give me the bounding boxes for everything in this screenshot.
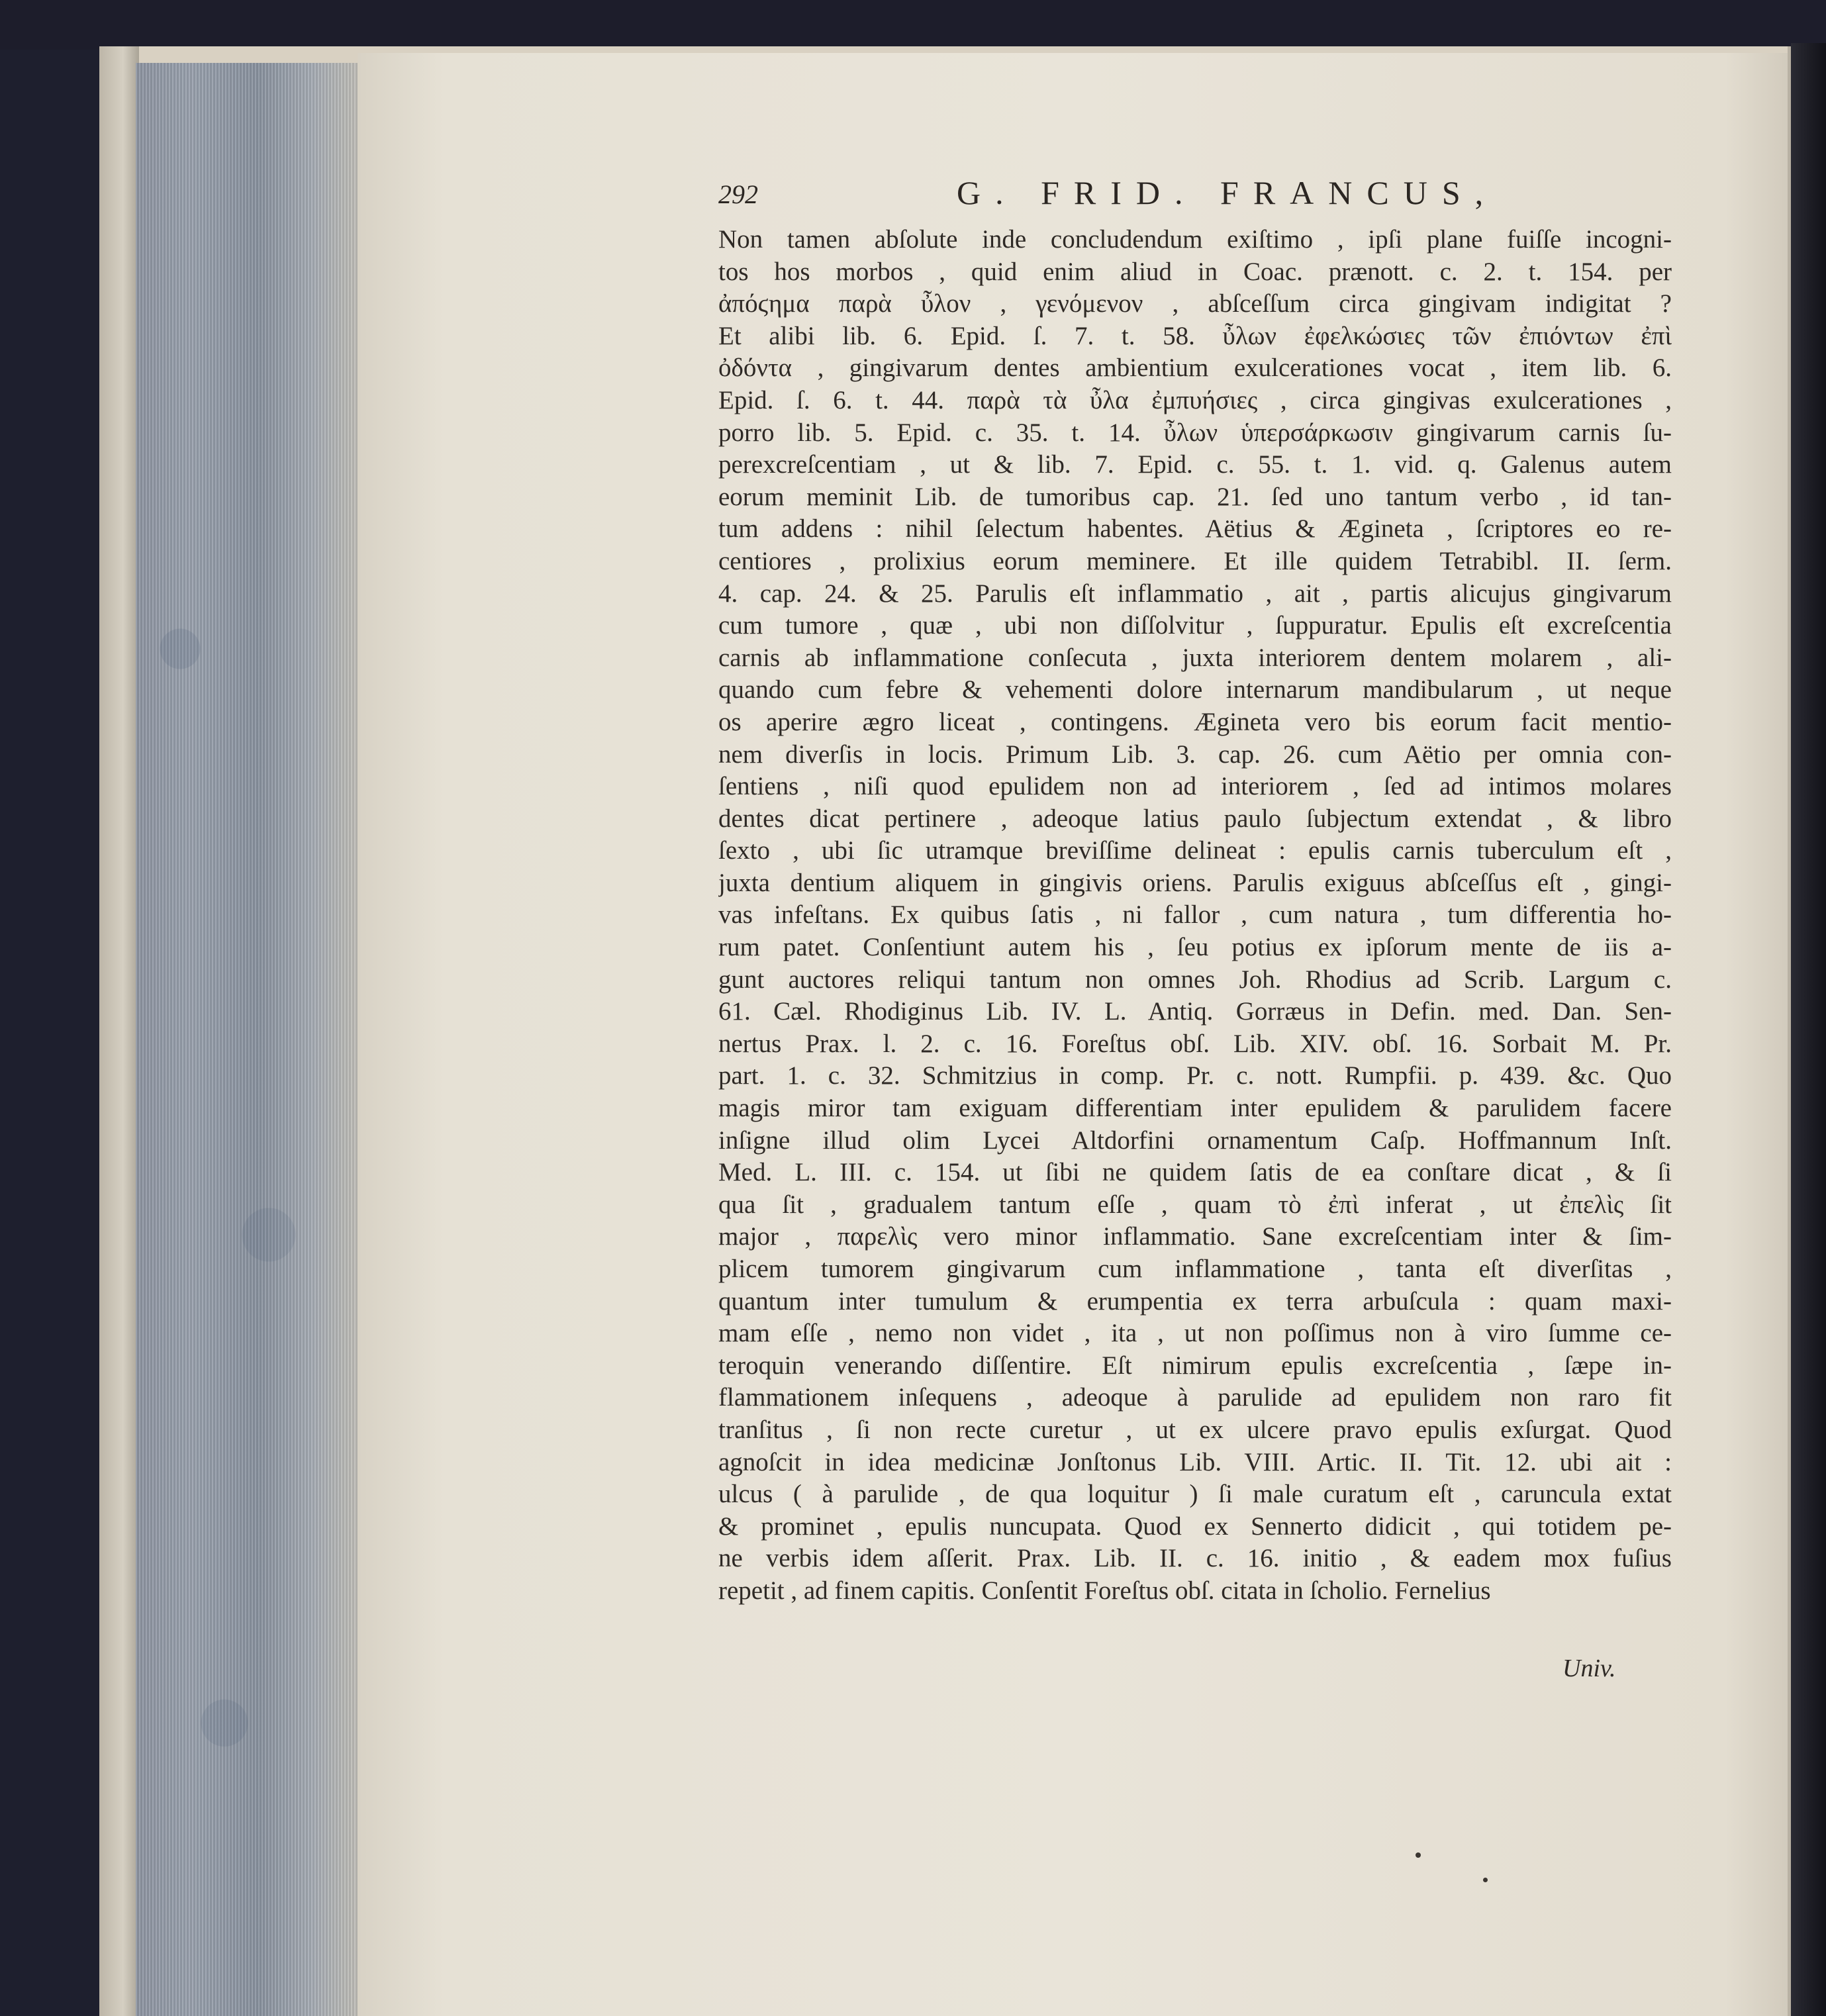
text-line: os aperire ægro liceat , contingens. Ægineta vero bis eorum facit mentio- bbox=[718, 707, 1672, 736]
text-line: qua ſit , gradualem tantum eſſe , quam τὸ ἐπὶ inferat , ut ἐπελὶς ſit bbox=[718, 1190, 1672, 1219]
text-line: cum tumore , quæ , ubi non diſſolvitur , ſuppuratur. Epulis eſt excreſcentia bbox=[718, 611, 1672, 640]
text-line: ulcus ( à parulide , de qua loquitur ) ſi male curatum eſt , caruncula extat bbox=[718, 1480, 1672, 1509]
text-line: 4. cap. 24. & 25. Parulis eſt inflammatio , ait , partis alicujus gingivarum bbox=[718, 579, 1672, 608]
text-line: repetit , ad finem capitis. Conſentit Foreſtus obſ. citata in ſcholio. Fernelius bbox=[718, 1576, 1491, 1605]
text-line: dentes dicat pertinere , adeoque latius paulo ſubjectum extendat , & libro bbox=[718, 804, 1672, 833]
text-line: ne verbis idem aſſerit. Prax. Lib. II. c. 16. initio , & eadem mox fuſius bbox=[718, 1544, 1672, 1573]
page-edges bbox=[136, 63, 358, 2016]
text-line: gunt auctores reliqui tantum non omnes Joh. Rhodius ad Scrib. Largum c. bbox=[718, 965, 1672, 994]
ink-spot bbox=[1416, 1852, 1421, 1858]
running-head-title: G. FRID. FRANCUS, bbox=[957, 174, 1498, 211]
ink-spot bbox=[1483, 1878, 1488, 1882]
text-line: vas infeſtans. Ex quibus ſatis , ni fallor , cum natura , tum differentia ho- bbox=[718, 900, 1672, 930]
text-line: ſentiens , niſi quod epulidem non ad interiorem , ſed ad intimos molares bbox=[718, 772, 1672, 801]
gutter-shadow bbox=[1791, 43, 1826, 2016]
text-line: eorum meminit Lib. de tumoribus cap. 21. ſed uno tantum verbo , id tan- bbox=[718, 482, 1672, 511]
text-line: nem diverſis in locis. Primum Lib. 3. cap. 26. cum Aëtio per omnia con- bbox=[718, 740, 1672, 769]
binding-strip bbox=[99, 46, 139, 2016]
text-line: tos hos morbos , quid enim aliud in Coac. prænott. c. 2. t. 154. per bbox=[718, 257, 1672, 286]
text-line: flammationem inſequens , adeoque à parulide ad epulidem non raro fit bbox=[718, 1383, 1672, 1412]
text-line: Non tamen abſolute inde concludendum exiſtimo , ipſi plane fuiſſe incogni- bbox=[718, 225, 1672, 254]
text-line: perexcreſcentiam , ut & lib. 7. Epid. c. 55. t. 1. vid. q. Galenus autem bbox=[718, 450, 1672, 479]
text-line: tranſitus , ſi non recte curetur , ut ex ulcere pravo epulis exſurgat. Quod bbox=[718, 1415, 1672, 1444]
text-line: 61. Cæl. Rhodiginus Lib. IV. L. Antiq. Gorræus in Defin. med. Dan. Sen- bbox=[718, 997, 1672, 1026]
text-line: ſexto , ubi ſic utramque breviſſime delineat : epulis carnis tuberculum eſt , bbox=[718, 836, 1672, 865]
text-line: ὀδόντα , gingivarum dentes ambientium exulcerationes vocat , item lib. 6. bbox=[718, 354, 1672, 383]
text-line: centiores , prolixius eorum meminere. Et ille quidem Tetrabibl. II. ſerm. bbox=[718, 546, 1672, 575]
text-line: juxta dentium aliquem in gingivis oriens. Parulis exiguus abſceſſus eſt , gingi- bbox=[718, 868, 1672, 897]
text-line: quantum inter tumulum & erumpentia ex terra arbuſcula : quam maxi- bbox=[718, 1286, 1672, 1316]
body-text bbox=[718, 224, 1672, 1608]
text-line: major , παρελὶς vero minor inflammatio. Sane excreſcentiam inter & ſim- bbox=[718, 1222, 1672, 1251]
backdrop bbox=[0, 0, 1826, 50]
text-line: Et alibi lib. 6. Epid. ſ. 7. t. 58. ὖλων ἐφελκώσιες τῶν ἐπιόντων ἐπὶ bbox=[718, 321, 1672, 350]
text-line: & prominet , epulis nuncupata. Quod ex Sennerto didicit , qui totidem pe- bbox=[718, 1512, 1672, 1541]
text-line: agnoſcit in idea medicinæ Jonſtonus Lib. VIII. Artic. II. Tit. 12. ubi ait : bbox=[718, 1447, 1672, 1476]
text-line: ἀπόϛημα παρὰ ὖλον , γενόμενον , abſceſſum circa gingivam indigitat ? bbox=[718, 289, 1672, 318]
running-head bbox=[718, 173, 1711, 220]
text-line: plicem tumorem gingivarum cum inflammatione , tanta eſt diverſitas , bbox=[718, 1255, 1672, 1283]
text-line: carnis ab inflammatione conſecuta , juxta interiorem dentem molarem , ali- bbox=[718, 643, 1672, 672]
text-line: porro lib. 5. Epid. c. 35. t. 14. ὖλων ὑπερσάρκωσιν gingivarum carnis ſu- bbox=[718, 418, 1672, 447]
text-line: tum addens : nihil ſelectum habentes. Aëtius & Ægineta , ſcriptores eo re- bbox=[718, 514, 1672, 544]
text-line: Med. L. III. c. 154. ut ſibi ne quidem ſatis de ea conſtare dicat , & ſi bbox=[718, 1158, 1672, 1187]
text-line: magis miror tam exiguam differentiam inter epulidem & parulidem facere bbox=[718, 1094, 1672, 1123]
page-number: 292 bbox=[718, 179, 758, 209]
text-line: nertus Prax. l. 2. c. 16. Foreſtus obſ. Lib. XIV. obſ. 16. Sorbait M. Pr. bbox=[718, 1029, 1672, 1058]
text-line: mam eſſe , nemo non videt , ita , ut non poſſimus non à viro ſumme ce- bbox=[718, 1319, 1672, 1348]
text-line: inſigne illud olim Lycei Altdorfini ornamentum Caſp. Hoffmannum Inſt. bbox=[718, 1126, 1672, 1155]
text-line: Epid. ſ. 6. t. 44. παρὰ τὰ ὖλα ἐμπυήσιες , circa gingivas exulcerationes , bbox=[718, 385, 1672, 414]
catchword: Univ. bbox=[1562, 1655, 1616, 1682]
text-line: part. 1. c. 32. Schmitzius in comp. Pr. c. nott. Rumpfii. p. 439. &c. Quo bbox=[718, 1061, 1672, 1090]
text-line: teroquin venerando diſſentire. Eſt nimirum epulis excreſcentia , ſæpe in- bbox=[718, 1351, 1672, 1380]
text-line: quando cum febre & vehementi dolore internarum mandibularum , ut neque bbox=[718, 675, 1672, 704]
text-line: rum patet. Conſentiunt autem his , ſeu potius ex ipſorum mente de iis a- bbox=[718, 933, 1672, 962]
